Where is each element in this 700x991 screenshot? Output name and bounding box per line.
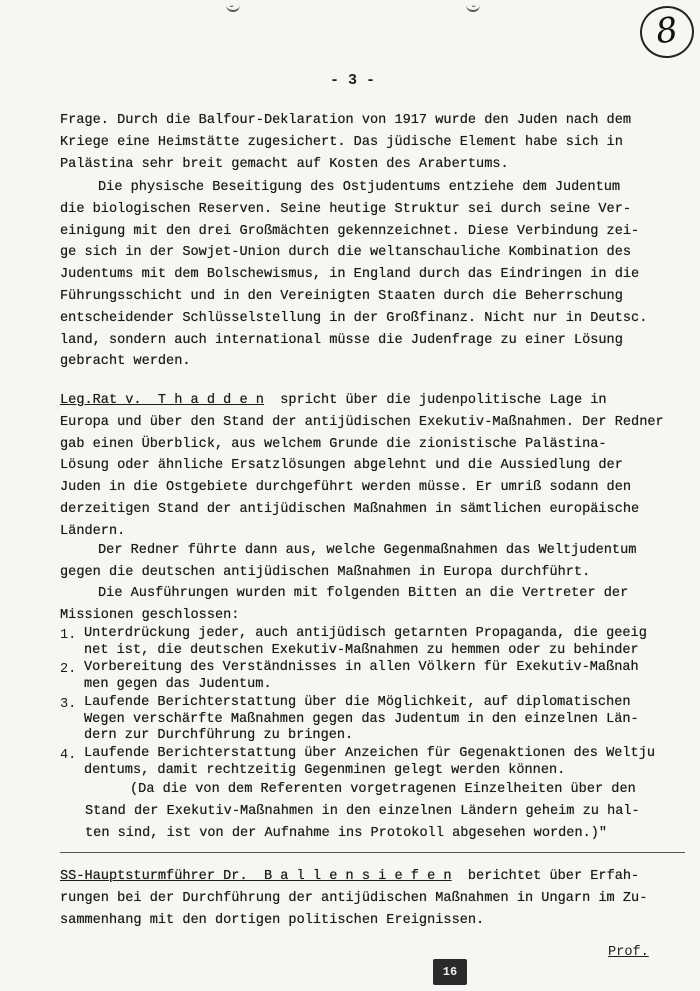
paragraph-gegenmassnahmen — [60, 540, 685, 584]
text-line: Frage. Durch die Balfour-Deklaration von 1917 wurde den Juden nach dem — [60, 113, 632, 128]
text-line: Stand der Exekutiv-Maßnahmen in den einzelnen Ländern geheim zu hal- — [85, 803, 640, 819]
text-line: (Da die von dem Referenten vorgetragenen Einzelheiten über den — [130, 782, 636, 797]
circled-page-marker: 8 — [637, 2, 698, 61]
text-line: Judentums mit dem Bolschewismus, in England durch das Eindringen in die — [60, 267, 640, 283]
speaker-name: SS-Hauptsturmführer Dr. B a l l e n s i e f e n — [60, 869, 452, 884]
text-line: land, sondern auch international müsse die Judenfrage zu einer Lösung — [60, 332, 623, 348]
speaker-name: Leg.Rat v. T h a d d e n — [60, 393, 264, 408]
text-line: dern zur Durchführung zu bringen. — [84, 728, 354, 743]
text-line: Missionen geschlossen: — [60, 607, 240, 623]
text-line: ge sich in der Sowjet-Union durch die weltanschauliche Kombination des — [60, 245, 632, 261]
text-line: gegen die deutschen antijüdischen Maßnahmen in Europa durchführt. — [60, 564, 591, 580]
text-line: Unterdrückung jeder, auch antijüdisch getarnten Propaganda, die geeig — [84, 626, 647, 641]
text-line — [60, 390, 685, 412]
text-line: Vorbereitung des Verständnisses in allen Völkern für Exekutiv-Maßnah — [84, 660, 639, 675]
punch-hole-right — [466, 0, 480, 12]
text-line: dentums, damit rechtzeitig Gegenminen gelegt werden können. — [84, 762, 566, 778]
paragraph-balfour — [60, 110, 685, 175]
text-fragment: berichtet über Erfah- — [451, 869, 640, 884]
archive-stamp: 16 — [433, 959, 467, 985]
section-divider — [60, 852, 685, 853]
text-line: Lösung oder ähnliche Ersatzlösungen abgelehnt und die Aussiedlung der — [60, 458, 623, 474]
page-number: - 3 - — [330, 72, 376, 89]
paragraph-ostjudentum — [60, 177, 685, 373]
text-line: Führungsschicht und in den Vereinigten Staaten durch die Beherrschung — [60, 288, 623, 304]
list-number: 2. — [60, 662, 77, 677]
text-line: Juden in die Ostgebiete durchgeführt werden müsse. Er umriß sodann den — [60, 480, 632, 496]
quote-block — [85, 779, 690, 844]
text-line: gebracht werden. — [60, 354, 191, 370]
list-number: 1. — [60, 628, 77, 643]
text-line: Wegen verschärfte Maßnahmen gegen das Judentum in den einzelnen Län- — [84, 711, 639, 727]
text-line: Laufende Berichterstattung über Anzeichen für Gegenaktionen des Weltju — [84, 746, 656, 761]
text-line: Der Redner führte dann aus, welche Gegenmaßnahmen das Weltjudentum — [98, 543, 637, 558]
footer-catchword: Prof. — [608, 945, 649, 960]
text-line: entscheidender Schlüsselstellung in der Großfinanz. Nicht nur in Deutsc. — [60, 310, 648, 326]
text-line: net ist, die deutschen Exekutiv-Maßnahmen zu hemmen oder zu behinder — [84, 642, 639, 658]
text-line: Palästina sehr breit gemacht auf Kosten des Arabertums. — [60, 156, 509, 172]
text-fragment: spricht über die judenpolitische Lage in — [263, 393, 607, 408]
text-line: rungen bei der Durchführung der antijüdischen Maßnahmen in Ungarn im Zu- — [60, 890, 648, 906]
text-line: ten sind, ist von der Aufnahme ins Protokoll abgesehen worden.)" — [85, 825, 608, 841]
text-line: Laufende Berichterstattung über die Möglichkeit, auf diplomatischen — [84, 695, 631, 710]
text-line: men gegen das Judentum. — [84, 676, 272, 692]
text-line: Die Ausführungen wurden mit folgenden Bitten an die Vertreter der — [98, 586, 629, 601]
paragraph-ballensiefen — [60, 866, 685, 931]
paragraph-ausfuehrungen — [60, 583, 685, 627]
text-line — [60, 866, 685, 888]
text-line: Kriege eine Heimstätte zugesichert. Das jüdische Element habe sich in — [60, 134, 623, 150]
list-number: 4. — [60, 748, 77, 763]
text-line: gab einen Überblick, aus welchem Grunde die zionistische Palästina- — [60, 436, 607, 452]
text-line: sammenhang mit den dortigen politischen Ereignissen. — [60, 912, 485, 928]
text-line: einigung mit den drei Großmächten gekennzeichnet. Diese Verbindung zei- — [60, 223, 640, 239]
text-line: Europa und über den Stand der antijüdischen Exekutiv-Maßnahmen. Der Redner — [60, 414, 664, 430]
text-line: Ländern. — [60, 523, 126, 539]
text-line: die biologischen Reserven. Seine heutige Struktur sei durch seine Ver- — [60, 201, 632, 217]
text-line: Die physische Beseitigung des Ostjudentums entziehe dem Judentum — [98, 180, 621, 195]
text-line: derzeitigen Stand der antijüdischen Maßnahmen in sämtlichen europäische — [60, 501, 640, 517]
top-mark-left: ˇ — [228, 4, 236, 18]
top-mark-right: ˇ — [470, 4, 478, 18]
paragraph-thadden — [60, 390, 685, 543]
punch-hole-left — [226, 0, 240, 12]
list-number: 3. — [60, 697, 77, 712]
